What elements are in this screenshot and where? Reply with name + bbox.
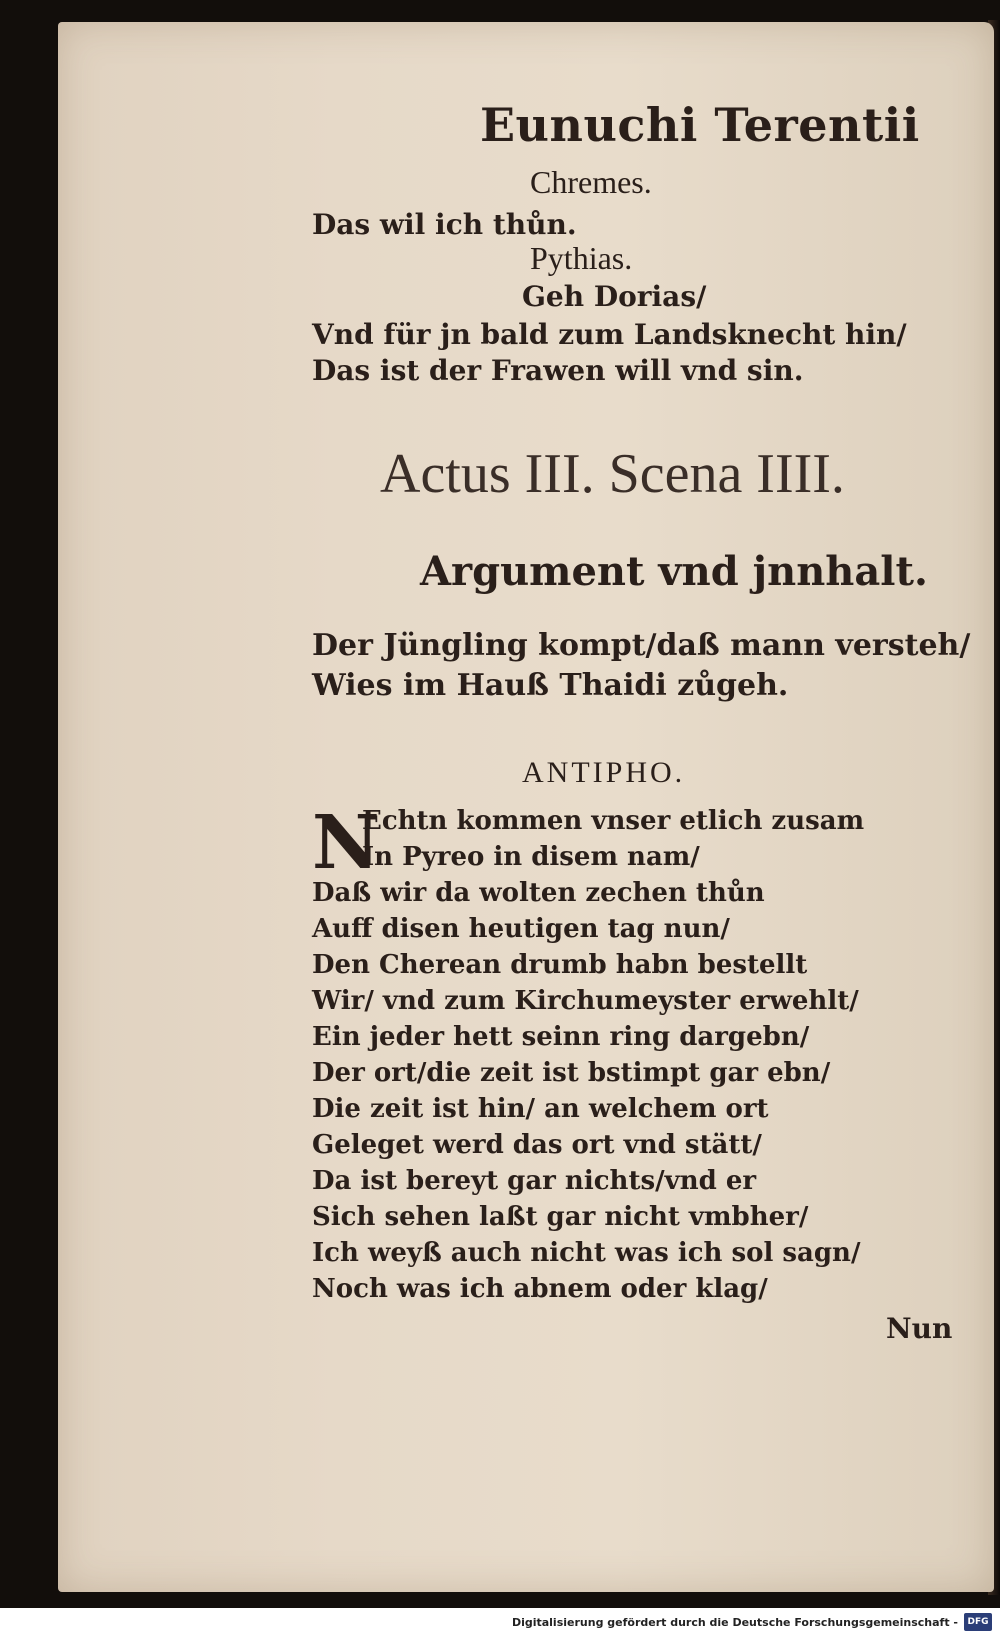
funding-credit: Digitalisierung gefördert durch die Deutsche Forschungsgemeinschaft - (511, 1616, 958, 1629)
argument-heading: Argument vnd jnnhalt. (420, 548, 928, 595)
speech-line: Echtn kommen vnser etlich zusam (362, 806, 865, 836)
argument-line: Der Jüngling kompt/daß mann versteh/ (312, 628, 971, 663)
speaker-pythias: Pythias. (530, 240, 633, 276)
speech-line: Wir/ vnd zum Kirchumeyster erwehlt/ (312, 986, 859, 1016)
digitization-footer (0, 1608, 1000, 1641)
speech-line: Den Cherean drumb habn bestellt (312, 950, 808, 980)
speech-line: Daß wir da wolten zechen thůn (312, 878, 765, 908)
verse-line: Geh Dorias/ (522, 280, 707, 313)
catchword: Nun (886, 1312, 953, 1345)
speech-line: In Pyreo in disem nam/ (362, 842, 700, 872)
speech-line: Noch was ich abnem oder klag/ (312, 1274, 768, 1304)
speech-line: Ein jeder hett seinn ring dargebn/ (312, 1022, 810, 1052)
speaker-chremes: Chremes. (530, 164, 652, 200)
verse-line: Das wil ich thůn. (312, 208, 577, 241)
speech-line: Sich sehen laßt gar nicht vmbher/ (312, 1202, 809, 1232)
act-scene-title: Actus III. Scena IIII. (380, 443, 845, 505)
argument-line: Wies im Hauß Thaidi zůgeh. (312, 668, 789, 703)
dfg-logo: DFG (964, 1613, 992, 1631)
running-head: Eunuchi Terentii (480, 98, 920, 152)
verse-line: Vnd für jn bald zum Landsknecht hin/ (312, 318, 907, 351)
verse-line: Das ist der Frawen will vnd sin. (312, 354, 804, 387)
speech-line: Geleget werd das ort vnd stätt/ (312, 1130, 762, 1160)
speech-line: Die zeit ist hin/ an welchem ort (312, 1094, 769, 1124)
speech-line: Auff disen heutigen tag nun/ (312, 914, 730, 944)
speech-line: Der ort/die zeit ist bstimpt gar ebn/ (312, 1058, 831, 1088)
speaker-antipho: ANTIPHO. (522, 756, 686, 789)
drop-capital: N (312, 800, 380, 886)
speech-line: Da ist bereyt gar nichts/vnd er (312, 1166, 757, 1196)
speech-line: Ich weyß auch nicht was ich sol sagn/ (312, 1238, 861, 1268)
